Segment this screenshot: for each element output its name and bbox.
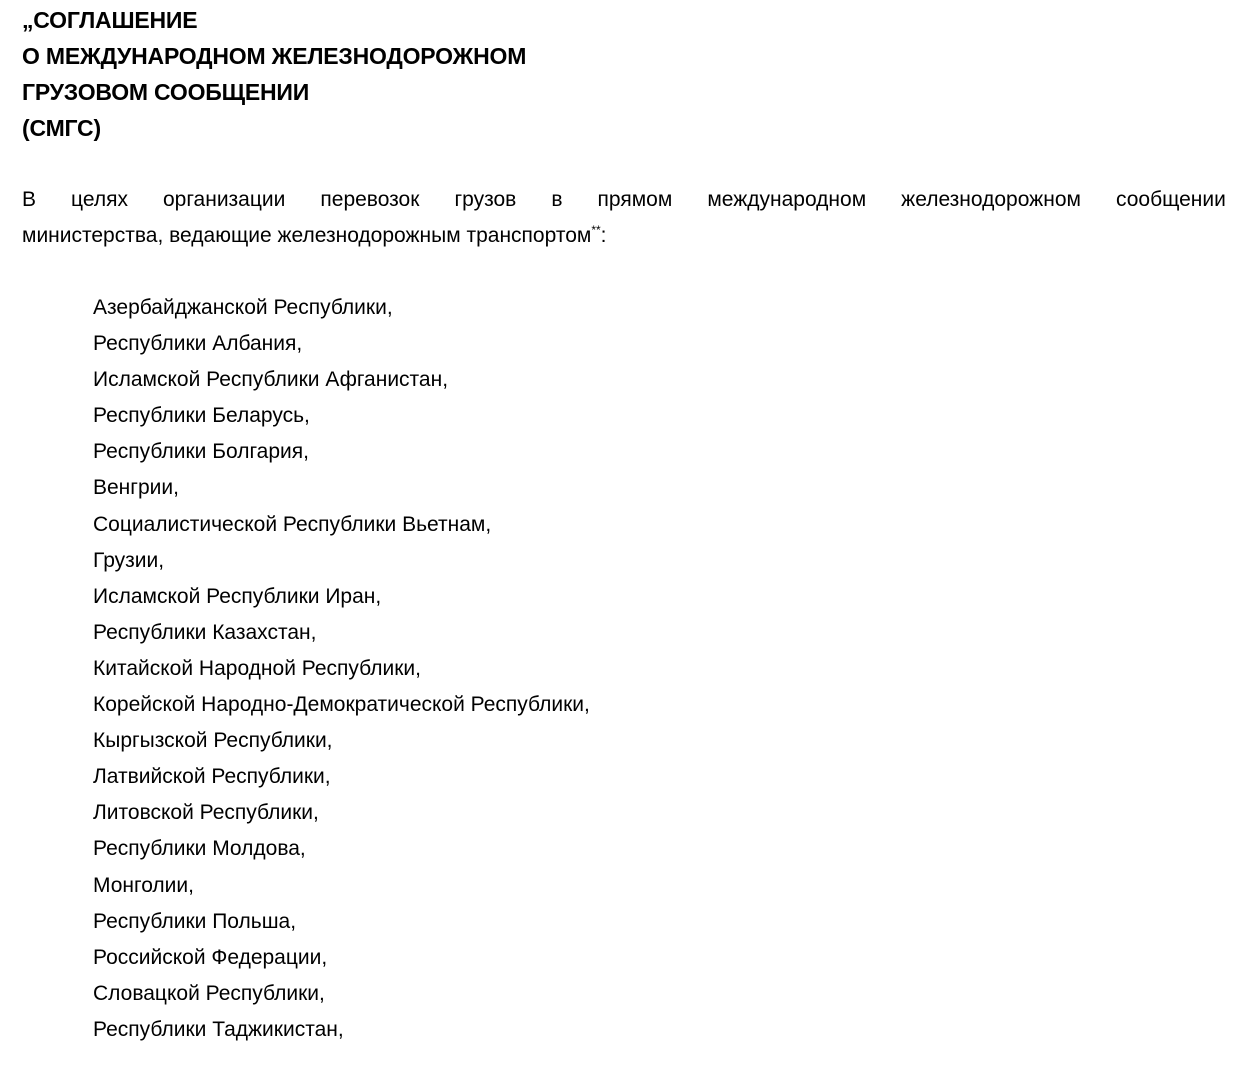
list-item: Кыргызской Республики, bbox=[93, 729, 333, 753]
intro-word: сообщении bbox=[1115, 188, 1226, 211]
list-item: Республики Таджикистан, bbox=[93, 1017, 344, 1041]
list-item: Республики Болгария, bbox=[93, 440, 309, 464]
list-item: Словацкой Республики, bbox=[93, 981, 325, 1005]
list-item: Российской Федерации, bbox=[93, 945, 328, 969]
title-line: О МЕЖДУНАРОДНОМ ЖЕЛЕЗНОДОРОЖНОМ bbox=[22, 43, 527, 69]
intro-word: грузов bbox=[454, 188, 517, 211]
intro-word: целях bbox=[71, 188, 128, 211]
intro-paragraph bbox=[22, 182, 1226, 254]
list-item: Китайской Народной Республики, bbox=[93, 656, 421, 680]
intro-colon: : bbox=[600, 224, 607, 247]
list-item: Латвийской Республики, bbox=[93, 765, 331, 789]
list-item: Монголии, bbox=[93, 873, 194, 897]
list-item: Республики Польша, bbox=[93, 909, 297, 933]
title-line: ГРУЗОВОМ СООБЩЕНИИ bbox=[22, 79, 310, 105]
intro-word: железнодорожном bbox=[901, 188, 1081, 211]
document-title bbox=[22, 2, 822, 146]
list-item: Венгрии, bbox=[93, 476, 179, 500]
list-item: Исламской Республики Иран, bbox=[93, 584, 382, 608]
intro-word: В bbox=[22, 188, 37, 211]
list-item: Корейской Народно-Демократической Республики, bbox=[93, 693, 590, 717]
list-item: Азербайджанской Республики, bbox=[93, 296, 393, 319]
country-list bbox=[93, 290, 590, 1048]
intro-word: международном bbox=[707, 188, 867, 211]
list-item: Исламской Республики Афганистан, bbox=[93, 368, 449, 392]
list-item: Социалистической Республики Вьетнам, bbox=[93, 512, 492, 536]
footnote-marker[interactable]: ** bbox=[591, 223, 601, 237]
title-line: (СМГС) bbox=[22, 115, 101, 141]
list-item: Литовской Республики, bbox=[93, 801, 319, 825]
list-item: Грузии, bbox=[93, 548, 165, 572]
intro-text: министерства, ведающие железнодорожным транспортом bbox=[22, 224, 592, 247]
intro-line-1 bbox=[22, 182, 1226, 218]
intro-word: в bbox=[551, 188, 563, 211]
list-item: Республики Албания, bbox=[93, 332, 303, 356]
intro-word: прямом bbox=[597, 188, 673, 211]
intro-word: перевозок bbox=[320, 188, 420, 211]
list-item: Республики Беларусь, bbox=[93, 404, 310, 428]
intro-line-2 bbox=[22, 218, 1226, 254]
list-item: Республики Молдова, bbox=[93, 837, 306, 861]
title-line: „СОГЛАШЕНИЕ bbox=[22, 7, 198, 33]
intro-word: организации bbox=[162, 188, 286, 211]
list-item: Республики Казахстан, bbox=[93, 620, 317, 644]
